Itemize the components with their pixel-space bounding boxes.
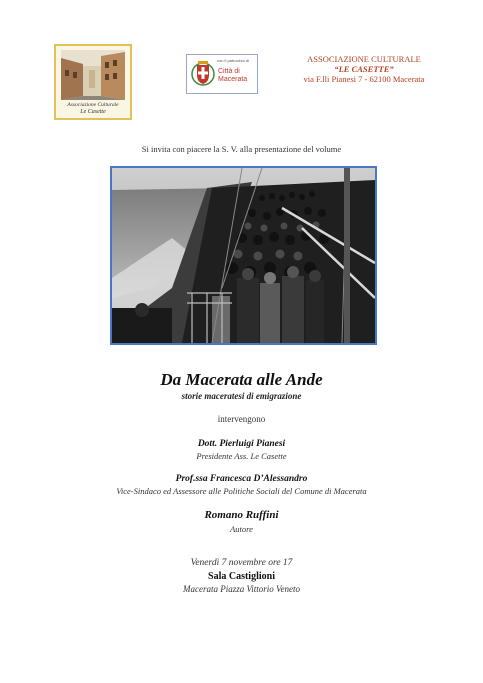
comune-logo xyxy=(186,54,258,94)
speaker-name: Dott. Pierluigi Pianesi xyxy=(197,439,286,449)
association-address: via F.lli Pianesi 7 - 62100 Macerata xyxy=(303,74,425,84)
speakers-intro: intervengono xyxy=(217,414,266,424)
patronage-text: con il patrocinio di xyxy=(217,58,250,63)
association-header xyxy=(286,54,442,85)
city-name: Città di Macerata xyxy=(218,68,248,83)
speaker-name: Romano Ruffini xyxy=(204,509,279,521)
book-title: Da Macerata alle Ande xyxy=(160,370,323,389)
speaker-role: Autore xyxy=(230,524,253,534)
casette-logo xyxy=(54,44,132,120)
ship-deck-image xyxy=(112,168,375,343)
casette-logo-line2: Le Casette xyxy=(80,109,106,115)
coat-of-arms-icon xyxy=(191,58,215,90)
event-venue: Sala Castiglioni xyxy=(208,571,275,582)
book-subtitle: storie maceratesi di emigrazione xyxy=(181,391,302,401)
association-quoted-name: “LE CASETTE” xyxy=(334,64,394,74)
event-date: Venerdì 7 novembre ore 17 xyxy=(190,558,293,568)
invitation-text: Si invita con piacere la S. V. alla presentazione del volume xyxy=(141,144,342,154)
event-place: Macerata Piazza Vittorio Veneto xyxy=(182,584,301,594)
speaker-role: Presidente Ass. Le Casette xyxy=(196,451,287,461)
emigrant-ship-photo xyxy=(110,166,377,345)
casette-logo-line1: Associazione Culturale xyxy=(67,102,119,108)
street-scene-image xyxy=(61,50,125,100)
association-name: ASSOCIAZIONE CULTURALE xyxy=(307,54,421,64)
speaker-role: Vice-Sindaco ed Assessore alle Politiche Sociali del Comune di Macerata xyxy=(116,486,367,496)
speaker-name: Prof.ssa Francesca D’Alessandro xyxy=(175,474,308,484)
